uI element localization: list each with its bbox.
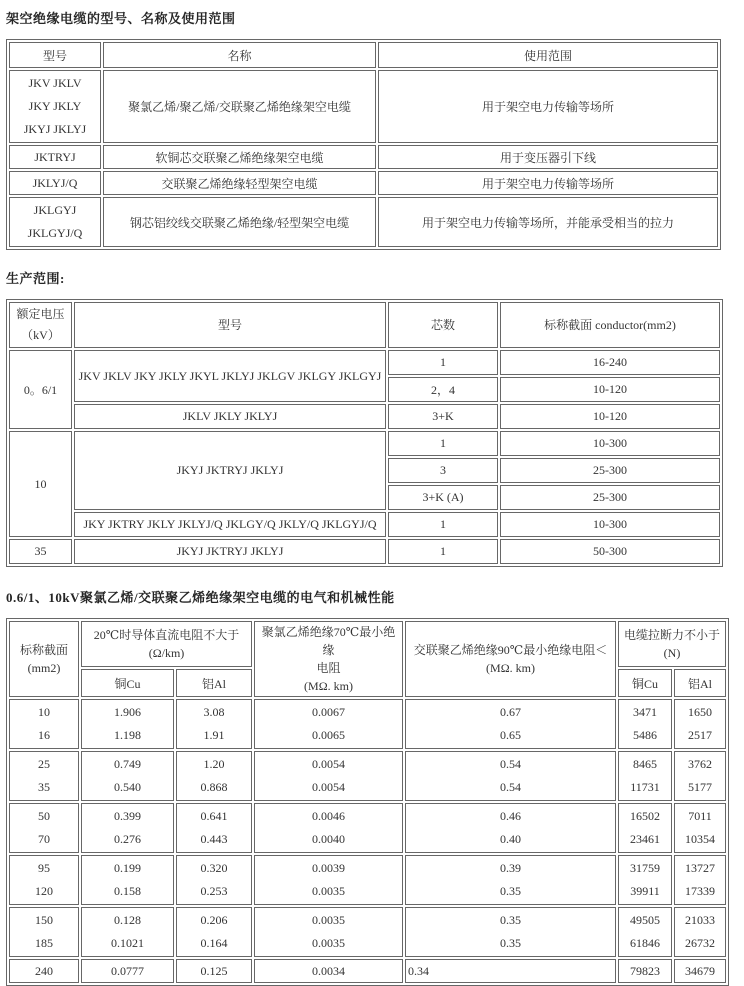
col-header-section: 标称截面 conductor(mm2) [500,302,720,348]
value-line: 0.0035 [312,936,345,950]
value-line: 0.40 [500,832,521,846]
value-line: 0.0039 [312,861,345,875]
al-force-cell: 34679 [674,959,726,983]
table-row [9,70,718,143]
section-title-models: 架空绝缘电缆的型号、名称及使用范围 [6,11,236,26]
section-cell: 50-300 [500,539,720,564]
value-line: 16502 [630,809,660,823]
al-resistance-cell [176,751,252,801]
value-line: 0.199 [114,861,141,875]
header-line: 聚氯乙烯绝缘70℃最小绝缘 [261,625,396,657]
al-force-cell [674,855,726,905]
size-cell [9,855,79,905]
value-line: 0.276 [114,832,141,846]
table-row [9,699,726,749]
col-header-usage: 使用范围 [378,42,718,68]
value-line: 0.0065 [312,728,345,742]
model-cell [9,70,101,143]
value-line: 2517 [688,728,712,742]
subheader-copper: 铜Cu [618,669,672,697]
value-line: 0.540 [114,780,141,794]
value-line: 1.91 [203,728,225,742]
value-line: 17339 [685,884,715,898]
value-line: 26732 [685,936,715,950]
name-cell: 交联聚乙烯绝缘轻型架空电缆 [103,171,376,195]
al-resistance-cell: 0.125 [176,959,252,983]
al-force-cell [674,907,726,957]
usage-cell: 用于架空电力传输等场所 [378,70,718,143]
al-force-cell [674,751,726,801]
value-line: 0.128 [114,913,141,927]
table-header-row [9,302,720,348]
value-line: 10 [38,705,50,719]
value-line: 0.35 [500,936,521,950]
usage-cell: 用于架空电力传输等场所 [378,171,718,195]
section-cell: 10-120 [500,377,720,402]
table-header-row [9,621,726,667]
xlpe-resistance-cell [405,751,616,801]
cu-force-cell [618,855,672,905]
section-cell: 25-300 [500,485,720,510]
model-cell: JKV JKLV JKY JKLY JKYL JKLYJ JKLGV JKLGY JKLGYJ [74,350,386,402]
value-line: 0.206 [200,913,228,927]
al-resistance-cell [176,803,252,853]
model-cell [9,197,101,247]
table-row [9,855,726,905]
value-line: 7011 [688,809,712,823]
xlpe-resistance-cell [405,855,616,905]
pvc-resistance-cell [254,803,403,853]
value-line: 1650 [688,705,712,719]
col-header-name: 名称 [103,42,376,68]
value-line: 0.443 [200,832,228,846]
model-cell: JKYJ JKTRYJ JKLYJ [74,539,386,564]
value-line: 0.67 [500,705,521,719]
section-title-production: 生产范围: [6,271,65,286]
value-line: 21033 [685,913,715,927]
voltage-cell: 35 [9,539,72,564]
value-line: 0.65 [500,728,521,742]
value-line: 0.1021 [111,936,144,950]
header-line: 额定电压 [16,307,65,321]
cores-cell: 1 [388,431,498,456]
header-line: 20℃时导体直流电阻不大于 [93,628,240,643]
section-cell: 10-300 [500,431,720,456]
value-line: 0.35 [500,913,521,927]
value-line: 0.0054 [312,757,345,771]
table-row [9,431,720,456]
header-line: (mm2) [27,661,61,675]
cu-force-cell [618,699,672,749]
header-line: 电缆拉断力不小于 [624,628,721,643]
model-usage-table [6,39,721,250]
cu-force-cell [618,907,672,957]
col-header-model: 型号 [9,42,101,68]
value-line: 0.46 [500,809,521,823]
value-line: 1.906 [114,705,141,719]
value-line: 3.08 [203,705,225,719]
table-header-row [9,42,718,68]
header-line: （kV） [21,328,60,342]
usage-cell: 用于架空电力传输等场所，并能承受相当的拉力 [378,197,718,247]
value-line: 5177 [688,780,712,794]
value-line: 0.54 [500,757,521,771]
value-line: 35 [38,780,50,794]
value-line: 0.158 [114,884,141,898]
al-resistance-cell [176,907,252,957]
header-line: (MΩ. km) [486,661,535,675]
value-line: 13727 [685,861,715,875]
table-row [9,907,726,957]
usage-cell: 用于变压器引下线 [378,145,718,169]
value-line: 0.253 [200,884,228,898]
voltage-cell: 10 [9,431,72,537]
value-line: 0.0046 [312,809,345,823]
model-line: JKLGYJ [33,203,77,217]
section-cell: 25-300 [500,458,720,483]
value-line: 16 [38,728,50,742]
cores-cell: 3+K (A) [388,485,498,510]
model-line: JKYJ JKLYJ [23,122,87,136]
value-line: 0.54 [500,780,521,794]
cores-cell: 1 [388,539,498,564]
table-row [9,404,720,429]
header-line: (MΩ. km) [304,679,353,693]
section-cell: 10-120 [500,404,720,429]
name-cell: 聚氯乙烯/聚乙烯/交联聚乙烯绝缘架空电缆 [103,70,376,143]
value-line: 31759 [630,861,660,875]
size-cell [9,751,79,801]
subheader-aluminum: 铝Al [176,669,252,697]
cu-resistance-cell [81,699,174,749]
value-line: 0.320 [200,861,228,875]
value-line: 39911 [630,884,660,898]
value-line: 8465 [633,757,657,771]
cores-cell: 1 [388,350,498,375]
col-header-dc-resistance [81,621,252,667]
cu-force-cell [618,751,672,801]
col-header-size [9,621,79,697]
value-line: 0.164 [200,936,228,950]
cu-resistance-cell [81,907,174,957]
xlpe-resistance-cell [405,803,616,853]
size-cell [9,803,79,853]
value-line: 23461 [630,832,660,846]
value-line: 0.0035 [312,884,345,898]
header-line: 标称截面 [19,643,68,657]
cu-force-cell [618,803,672,853]
table-row [9,145,718,169]
pvc-resistance-cell [254,699,403,749]
col-header-pvc-insulation [254,621,403,697]
model-line: JKY JKLY [28,99,82,113]
model-cell: JKLYJ/Q [9,171,101,195]
section-cell: 10-300 [500,512,720,537]
value-line: 61846 [630,936,660,950]
cu-force-cell: 79823 [618,959,672,983]
value-line: 10354 [685,832,715,846]
value-line: 0.0035 [312,913,345,927]
al-force-cell [674,803,726,853]
cores-cell: 3 [388,458,498,483]
xlpe-resistance-cell [405,907,616,957]
table-row [9,803,726,853]
value-line: 0.868 [200,780,228,794]
value-line: 70 [38,832,50,846]
table-row [9,197,718,247]
model-cell: JKLV JKLY JKLYJ [74,404,386,429]
value-line: 0.35 [500,884,521,898]
al-resistance-cell [176,699,252,749]
section-cell: 16-240 [500,350,720,375]
value-line: 0.399 [114,809,141,823]
cu-resistance-cell: 0.0777 [81,959,174,983]
subheader-aluminum: 铝Al [674,669,726,697]
cores-cell: 2，4 [388,377,498,402]
value-line: 1.20 [203,757,225,771]
value-line: 120 [35,884,53,898]
name-cell: 软铜芯交联聚乙烯绝缘架空电缆 [103,145,376,169]
col-header-breaking-force [618,621,726,667]
model-line: JKLGYJ/Q [27,226,83,240]
pvc-resistance-cell [254,907,403,957]
model-cell: JKTRYJ [9,145,101,169]
value-line: 150 [35,913,53,927]
performance-table [6,618,729,986]
col-header-cores: 芯数 [388,302,498,348]
value-line: 3762 [688,757,712,771]
name-cell: 钢芯铝绞线交联聚乙烯绝缘/轻型架空电缆 [103,197,376,247]
value-line: 11731 [630,780,660,794]
table-row [9,959,726,983]
value-line: 50 [38,809,50,823]
cores-cell: 1 [388,512,498,537]
pvc-resistance-cell [254,751,403,801]
value-line: 25 [38,757,50,771]
value-line: 95 [38,861,50,875]
value-line: 0.641 [200,809,228,823]
table-row [9,171,718,195]
col-header-voltage [9,302,72,348]
header-line: 电阻 [316,661,341,675]
xlpe-resistance-cell: 0.34 [405,959,616,983]
table-row [9,512,720,537]
cu-resistance-cell [81,855,174,905]
value-line: 0.0054 [312,780,345,794]
value-line: 185 [35,936,53,950]
value-line: 0.39 [500,861,521,875]
xlpe-resistance-cell [405,699,616,749]
header-line: (Ω/km) [148,646,185,661]
section-title-performance: 0.6/1、10kV聚氯乙烯/交联聚乙烯绝缘架空电缆的电气和机械性能 [6,590,395,605]
production-range-table [6,299,723,567]
value-line: 49505 [630,913,660,927]
value-line: 5486 [633,728,657,742]
col-header-xlpe-insulation [405,621,616,697]
model-line: JKV JKLV [28,76,82,90]
model-cell: JKY JKTRY JKLY JKLYJ/Q JKLGY/Q JKLY/Q JKLGYJ/Q [74,512,386,537]
voltage-cell: 0。6/1 [9,350,72,429]
table-row [9,751,726,801]
pvc-resistance-cell [254,855,403,905]
subheader-copper: 铜Cu [81,669,174,697]
pvc-resistance-cell: 0.0034 [254,959,403,983]
size-cell [9,907,79,957]
al-resistance-cell [176,855,252,905]
table-row [9,539,720,564]
header-line: 交联聚乙烯绝缘90℃最小绝缘电阻＜ [413,643,608,657]
size-cell [9,699,79,749]
al-force-cell [674,699,726,749]
table-row [9,350,720,375]
size-cell: 240 [9,959,79,983]
cores-cell: 3+K [388,404,498,429]
col-header-model: 型号 [74,302,386,348]
value-line: 3471 [633,705,657,719]
header-line: (N) [663,646,681,661]
cu-resistance-cell [81,803,174,853]
model-cell: JKYJ JKTRYJ JKLYJ [74,431,386,510]
cu-resistance-cell [81,751,174,801]
value-line: 0.0040 [312,832,345,846]
value-line: 0.749 [114,757,141,771]
value-line: 0.0067 [312,705,345,719]
value-line: 1.198 [114,728,141,742]
